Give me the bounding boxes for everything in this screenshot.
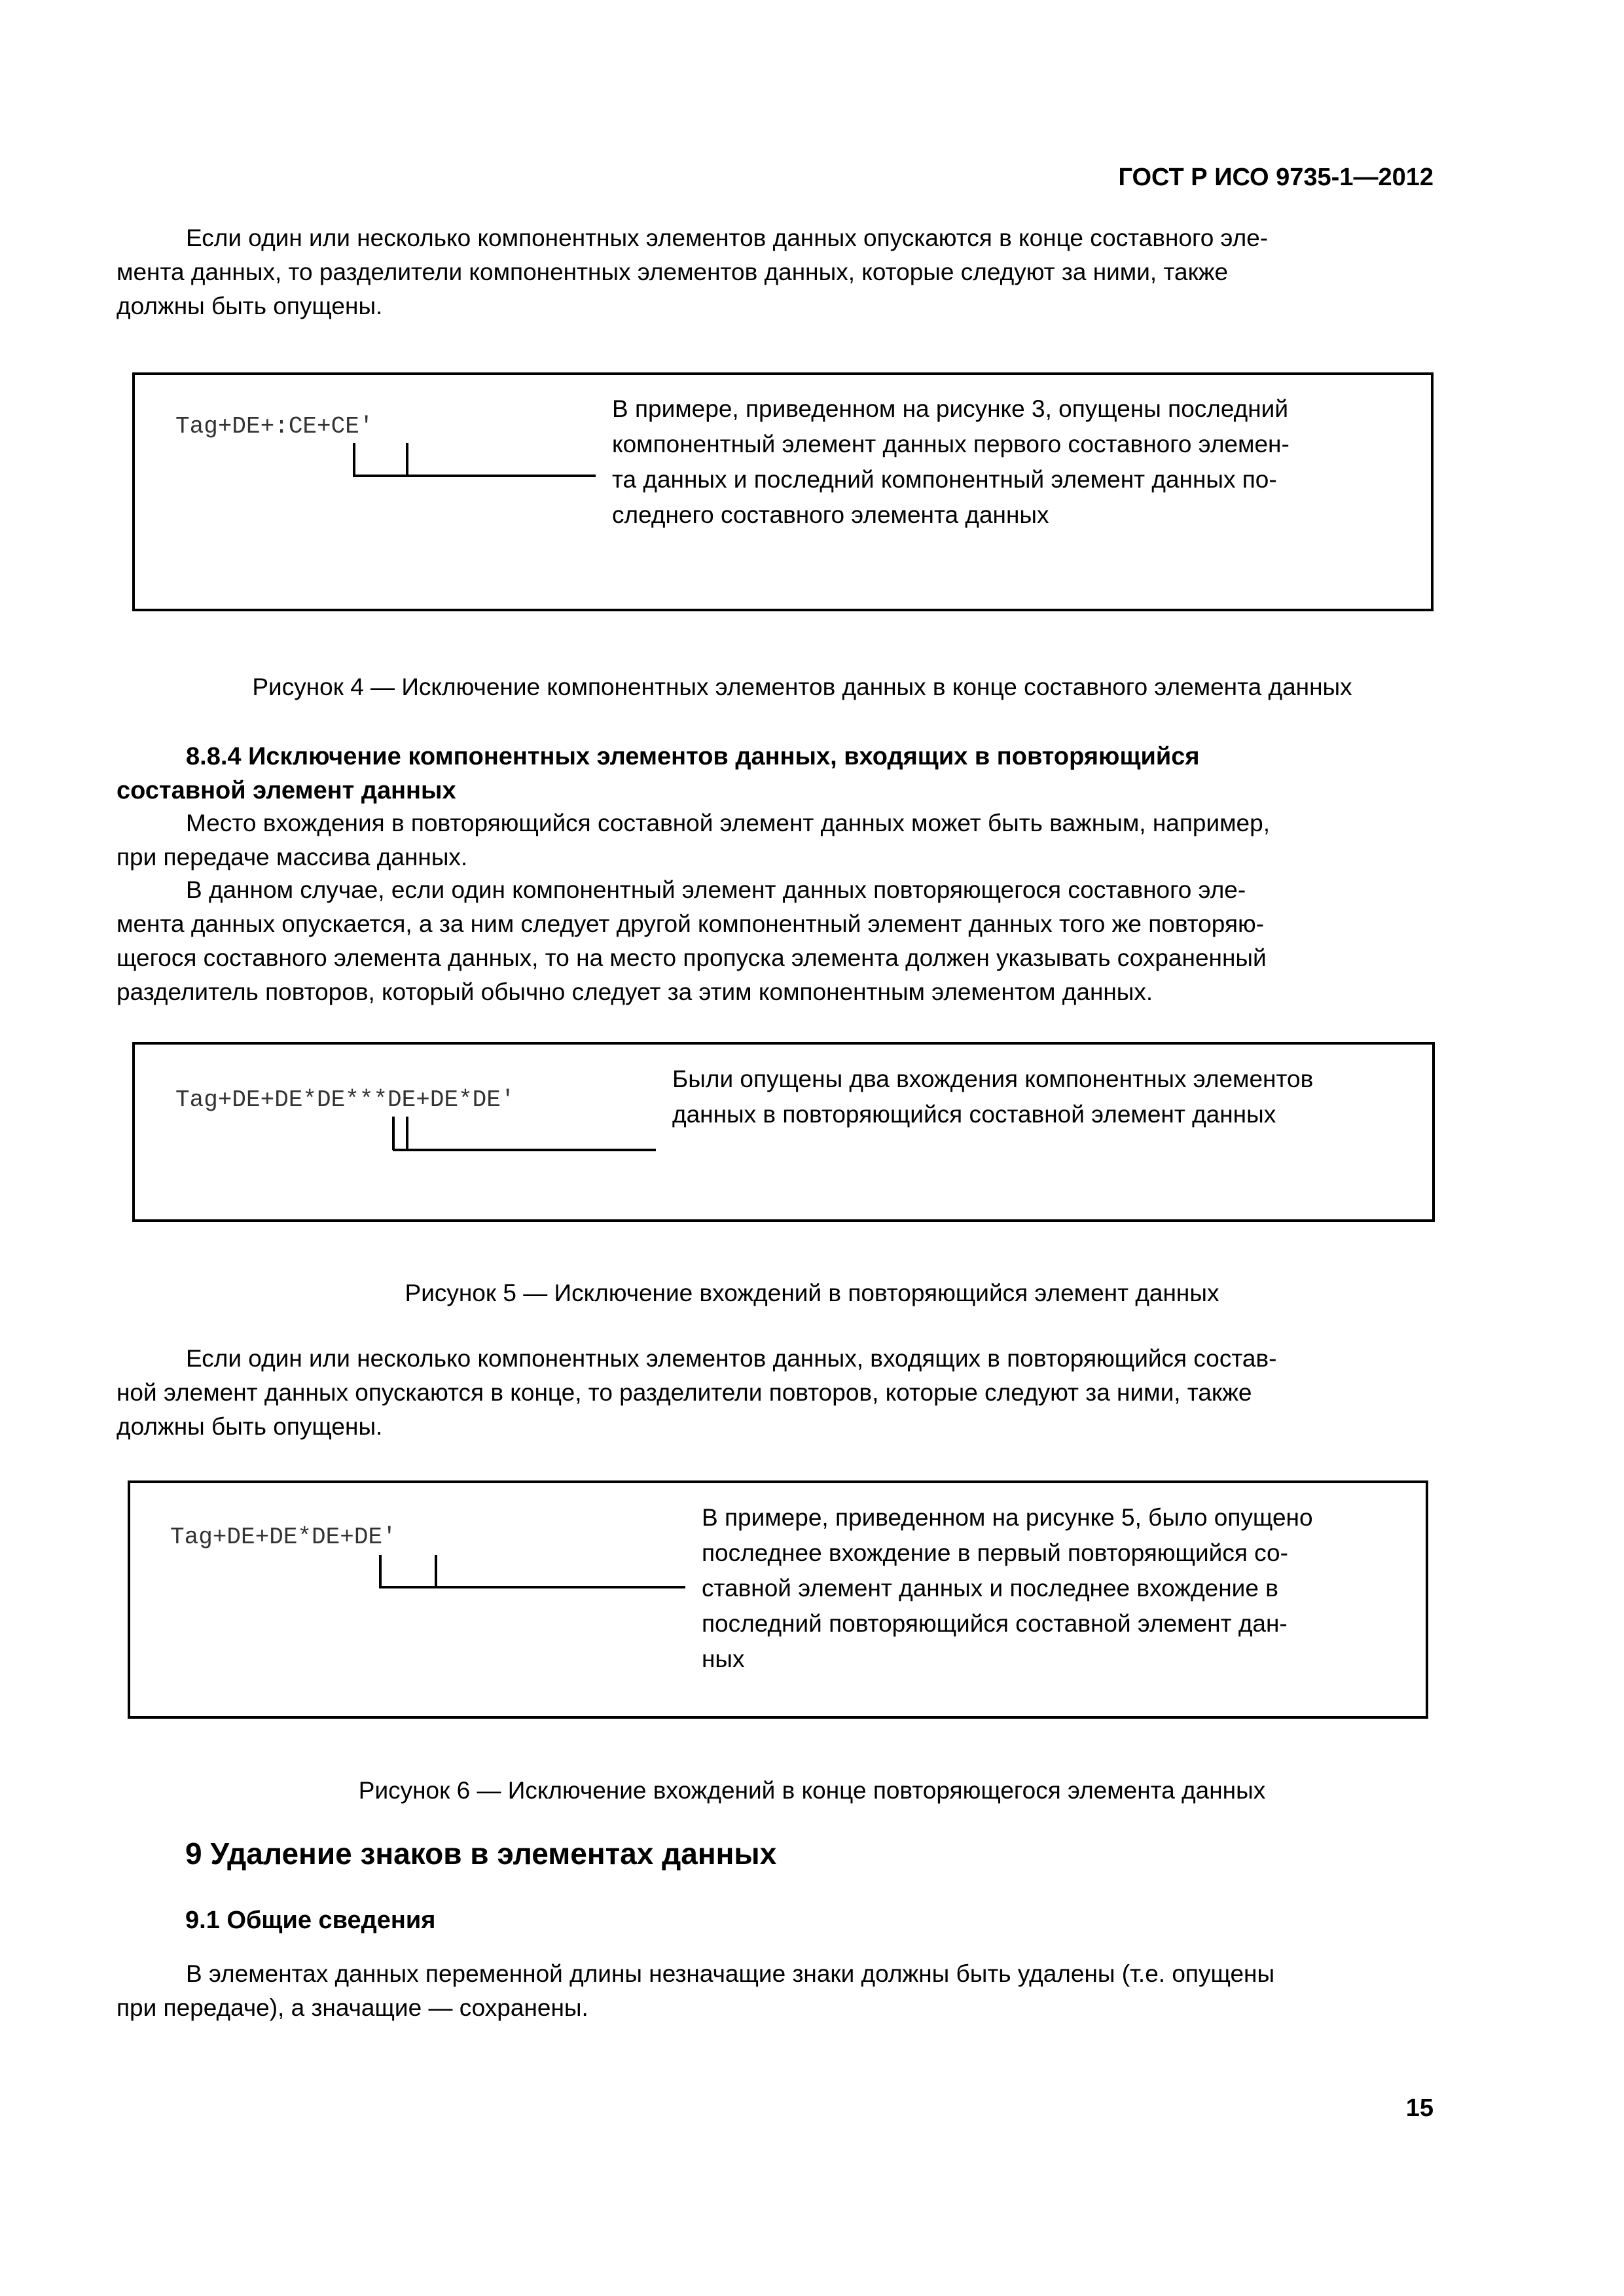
- text-line: щегося составного элемента данных, то на место пропуска элемента должен указывать сохраненный: [117, 944, 1267, 971]
- figure-4-code-sample: Tag+DE+:CE+CE': [175, 413, 374, 440]
- text-line: должны быть опущены.: [117, 293, 383, 319]
- section-9-1-heading: 9.1 Общие сведения: [185, 1907, 436, 1934]
- text-line: Были опущены два вхождения компонентных элементов: [672, 1066, 1314, 1092]
- text-line: данных в повторяющийся составной элемент данных: [672, 1101, 1276, 1128]
- text-line: ных: [702, 1645, 745, 1672]
- text-line: ной элемент данных опускаются в конце, то разделители повторов, которые следуют за ними, также: [117, 1379, 1252, 1406]
- heading-line: составной элемент данных: [117, 777, 456, 804]
- text-line: компонентный элемент данных первого составного элемен-: [612, 431, 1290, 457]
- heading-line: 8.8.4 Исключение компонентных элементов данных, входящих в повторяющийся: [186, 743, 1200, 770]
- text-line: последнее вхождение в первый повторяющийся со-: [702, 1539, 1288, 1566]
- figure-5-caption: Рисунок 5 — Исключение вхождений в повторяющийся элемент данных: [405, 1280, 1219, 1306]
- text-line: мента данных опускается, а за ним следует другой компонентный элемент данных того же повторяю-: [117, 910, 1265, 937]
- section-9-heading: 9 Удаление знаков в элементах данных: [185, 1837, 777, 1871]
- figure-6-code-sample: Tag+DE+DE*DE+DE': [170, 1524, 397, 1551]
- text-line: должны быть опущены.: [117, 1413, 383, 1440]
- text-line: та данных и последний компонентный элемент данных по-: [612, 466, 1277, 493]
- text-line: Если один или несколько компонентных элементов данных, входящих в повторяющийся состав-: [186, 1345, 1277, 1372]
- text-line: В примере, приведенном на рисунке 5, было опущено: [702, 1504, 1313, 1531]
- section-9-1-paragraph: [117, 1957, 1434, 2025]
- text-line: В элементах данных переменной длины незначащие знаки должны быть удалены (т.е. опущены: [186, 1960, 1275, 1987]
- figure-4-caption: Рисунок 4 — Исключение компонентных элементов данных в конце составного элемента данных: [252, 673, 1352, 700]
- text-line: Если один или несколько компонентных элементов данных опускаются в конце составного эле-: [186, 224, 1269, 251]
- text-line: ставной элемент данных и последнее вхождение в: [702, 1575, 1278, 1602]
- document-code-header: ГОСТ Р ИСО 9735-1—2012: [1118, 164, 1434, 191]
- figure-6-description: [702, 1500, 1398, 1677]
- text-line: следнего составного элемента данных: [612, 501, 1049, 528]
- text-line: мента данных, то разделители компонентных элементов данных, которые следуют за ними, также: [117, 259, 1229, 285]
- text-line: последний повторяющийся составной элемент дан-: [702, 1610, 1288, 1637]
- text-line: В примере, приведенном на рисунке 3, опущены последний: [612, 395, 1289, 422]
- figure-6-caption: Рисунок 6 — Исключение вхождений в конце повторяющегося элемента данных: [358, 1777, 1266, 1804]
- text-line: В данном случае, если один компонентный элемент данных повторяющегося составного эле-: [186, 876, 1246, 903]
- text-line: при передаче), а значащие — сохранены.: [117, 1994, 588, 2021]
- text-line: разделитель повторов, который обычно следует за этим компонентным элементом данных.: [117, 978, 1153, 1005]
- page-number: 15: [1405, 2094, 1434, 2122]
- text-line: при передаче массива данных.: [117, 844, 468, 870]
- text-line: Место вхождения в повторяющийся составной элемент данных может быть важным, например,: [186, 810, 1270, 836]
- figure-5-code-sample: Tag+DE+DE*DE***DE+DE*DE': [175, 1086, 515, 1113]
